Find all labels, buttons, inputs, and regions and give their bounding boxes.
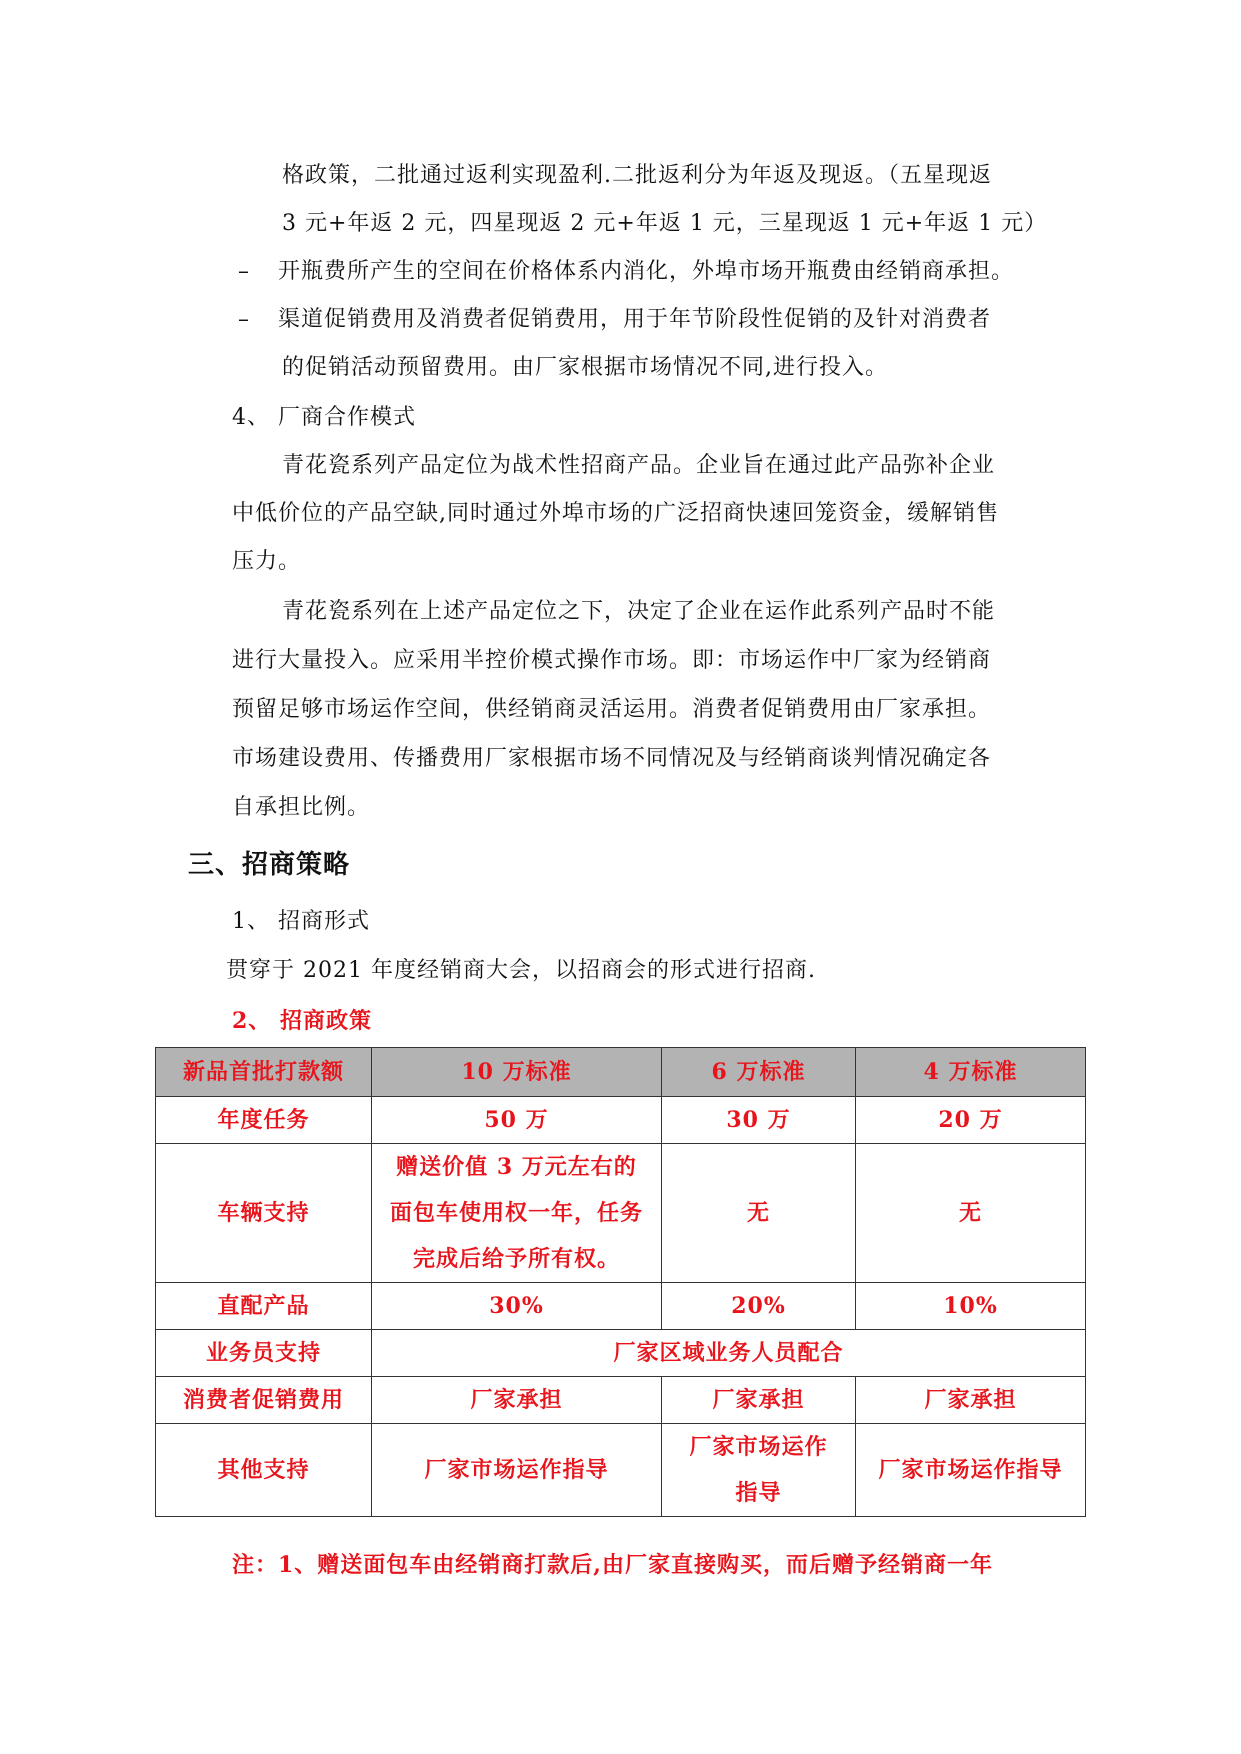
cell-line: 赠送价值 3 万元左右的: [396, 1154, 637, 1180]
table-cell: 厂家承担: [662, 1377, 856, 1424]
table-cell: 厂家承担: [856, 1377, 1086, 1424]
table-cell: 10%: [856, 1283, 1086, 1330]
section-title: 三、招商策略: [188, 850, 351, 880]
bullet-item: 开瓶费所产生的空间在价格体系内消化，外埠市场开瓶费由经销商承担。: [278, 259, 1015, 284]
bullet-dash: –: [238, 259, 249, 284]
table-row: [156, 1283, 1086, 1330]
paragraph-line: 贯穿于 2021 年度经销商大会，以招商会的形式进行招商.: [226, 958, 816, 983]
subheading-policy: 2、 招商政策: [232, 1008, 372, 1034]
cell-line: 指导: [735, 1480, 782, 1506]
table-cell: 无: [662, 1144, 856, 1283]
table-cell: 50 万: [372, 1097, 662, 1144]
table-row: [156, 1144, 1086, 1283]
policy-table: [155, 1047, 1086, 1517]
table-cell: 厂家承担: [372, 1377, 662, 1424]
subheading: 1、 招商形式: [232, 909, 370, 934]
cell-line: 完成后给予所有权。: [412, 1246, 620, 1272]
table-cell: 无: [856, 1144, 1086, 1283]
table-cell: 年度任务: [156, 1097, 372, 1144]
bullet-dash: –: [238, 307, 249, 332]
paragraph-line: 3 元+年返 2 元，四星现返 2 元+年返 1 元，三星现返 1 元+年返 1 元）: [282, 211, 1048, 236]
paragraph-line: 预留足够市场运作空间，供经销商灵活运用。消费者促销费用由厂家承担。: [232, 697, 992, 722]
table-cell: 消费者促销费用: [156, 1377, 372, 1424]
paragraph-line: 中低价位的产品空缺,同时通过外埠市场的广泛招商快速回笼资金，缓解销售: [232, 501, 999, 526]
table-cell: 其他支持: [156, 1424, 372, 1517]
table-cell: 10 万标准: [372, 1048, 662, 1097]
table-cell: 20 万: [856, 1097, 1086, 1144]
table-cell: 直配产品: [156, 1283, 372, 1330]
table-cell: 厂家区域业务人员配合: [372, 1330, 1086, 1377]
table-cell: 厂家市场运作指导: [372, 1424, 662, 1517]
subheading: 4、 厂商合作模式: [232, 405, 416, 430]
bullet-item: 渠道促销费用及消费者促销费用，用于年节阶段性促销的及针对消费者: [278, 307, 992, 332]
paragraph-line: 压力。: [232, 549, 302, 574]
table-cell: 新品首批打款额: [156, 1048, 372, 1097]
table-cell: 20%: [662, 1283, 856, 1330]
table-row: [156, 1330, 1086, 1377]
paragraph-line: 格政策，二批通过返利实现盈利.二批返利分为年返及现返。（五星现返: [282, 163, 992, 188]
paragraph-line: 青花瓷系列产品定位为战术性招商产品。企业旨在通过此产品弥补企业: [282, 453, 996, 478]
paragraph-line: 市场建设费用、传播费用厂家根据市场不同情况及与经销商谈判情况确定各: [232, 746, 992, 771]
table-cell: 30%: [372, 1283, 662, 1330]
paragraph-line: 进行大量投入。应采用半控价模式操作市场。即：市场运作中厂家为经销商: [232, 648, 992, 673]
table-cell: 业务员支持: [156, 1330, 372, 1377]
note-text: 注：1、赠送面包车由经销商打款后,由厂家直接购买，而后赠予经销商一年: [232, 1552, 993, 1578]
table-cell: 厂家市场运作指导: [856, 1424, 1086, 1517]
cell-line: 厂家市场运作: [689, 1434, 828, 1460]
table-row: [156, 1424, 1086, 1517]
bullet-item-cont: 的促销活动预留费用。由厂家根据市场情况不同,进行投入。: [282, 355, 888, 380]
table-header-row: [156, 1048, 1086, 1097]
table-row: [156, 1377, 1086, 1424]
cell-line: 面包车使用权一年，任务: [389, 1200, 643, 1226]
table-cell: 30 万: [662, 1097, 856, 1144]
table-cell: [372, 1144, 662, 1283]
paragraph-line: 青花瓷系列在上述产品定位之下，决定了企业在运作此系列产品时不能: [282, 599, 996, 624]
table-cell: 6 万标准: [662, 1048, 856, 1097]
table-row: [156, 1097, 1086, 1144]
table-cell: [662, 1424, 856, 1517]
table-cell: 车辆支持: [156, 1144, 372, 1283]
table-cell: 4 万标准: [856, 1048, 1086, 1097]
paragraph-line: 自承担比例。: [232, 795, 371, 820]
